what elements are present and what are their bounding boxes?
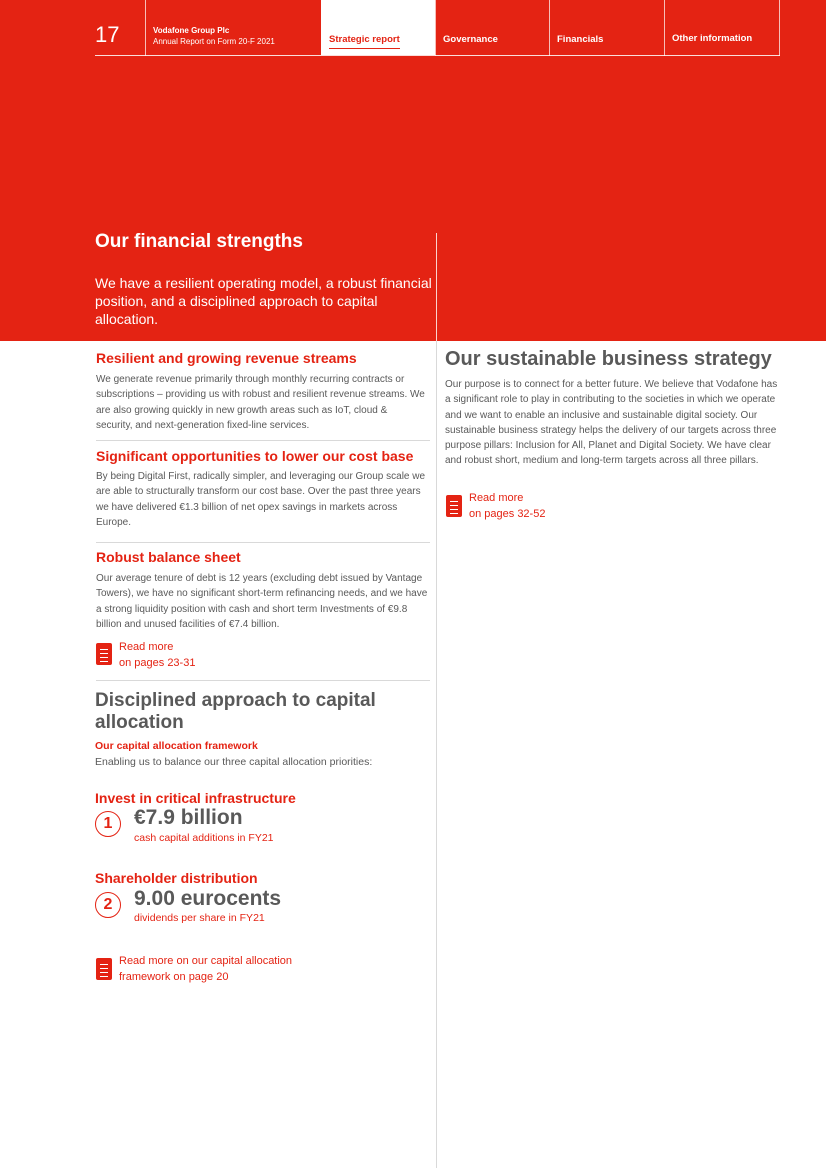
read-more-line2: framework on page 20	[119, 970, 229, 983]
read-more-line1: Read more on our capital allocation	[119, 955, 293, 967]
capital-allocation-title	[95, 690, 430, 734]
capital-title-line2: allocation	[95, 712, 184, 733]
framework-text: Enabling us to balance our three capital allocation priorities:	[95, 756, 373, 768]
framework-heading: Our capital allocation framework	[95, 740, 258, 752]
header-divider	[145, 0, 146, 56]
read-more-line1: Read more	[469, 492, 524, 504]
document-icon	[96, 643, 112, 665]
hero-text: We have a resilient operating model, a robust financial position, and a disciplined approach to capital allocation.	[95, 275, 432, 327]
read-more-link[interactable]	[119, 954, 292, 985]
priority-heading-2: Shareholder distribution	[95, 870, 258, 886]
priority-number-2: 2	[95, 892, 121, 918]
header-divider	[779, 0, 780, 56]
section-heading-cost-base: Significant opportunities to lower our cost base	[96, 448, 414, 464]
report-subtitle: Annual Report on Form 20-F 2021	[153, 37, 275, 46]
section-body-balance-sheet: Our average tenure of debt is 12 years (excluding debt issued by Vantage Towers), we have no significant short-term refinancing needs, and we have a strong liquidity position with cash and short term Investments of €9.8 billion and unused facilities of €7.4 billion.	[96, 573, 428, 630]
hero-divider	[436, 233, 437, 341]
tab-label: Governance	[443, 34, 498, 45]
section-heading-balance-sheet: Robust balance sheet	[96, 549, 241, 565]
tab-other-information[interactable]	[664, 0, 778, 55]
document-icon	[446, 495, 462, 517]
read-more-link[interactable]	[469, 491, 545, 522]
priority-value-2: 9.00 eurocents	[134, 887, 282, 910]
section-heading-revenue: Resilient and growing revenue streams	[96, 350, 357, 366]
sustainable-strategy-body: Our purpose is to connect for a better future. We believe that Vodafone has a significant role to play in contributing to the societies in which we operate and we want to enable an inclusive and sustainable digital society. Our sustainable business strategy helps the delivery of our targets across three purpose pillars: Inclusion for All, Planet and Digital Society. We have clear and robust short, medium and long-term targets across all three pillars.	[445, 379, 778, 467]
priority-caption-2: dividends per share in FY21	[134, 912, 265, 924]
tab-governance[interactable]	[435, 0, 549, 55]
section-body-revenue: We generate revenue primarily through monthly recurring contracts or subscriptions – providing us with robust and resilient revenue streams. We are also growing quickly in new growth areas such as IoT, cloud & security, and next-generation fixed-line services.	[96, 374, 425, 431]
priority-caption-1: cash capital additions in FY21	[134, 832, 274, 844]
section-divider	[96, 680, 430, 681]
company-name: Vodafone Group Plc	[153, 26, 230, 35]
read-more-line1: Read more	[119, 641, 174, 653]
section-body-cost-base: By being Digital First, radically simpler, and leveraging our Group scale we are able to structurally transform our cost base. Over the past three years we have delivered €1.3 billion of net opex savings in markets across Europe.	[96, 471, 426, 528]
section-divider	[96, 542, 430, 543]
read-more-line2: on pages 23-31	[119, 656, 196, 669]
page-number: 17	[95, 22, 120, 47]
column-divider	[436, 341, 437, 1168]
tab-label: Financials	[557, 34, 604, 45]
read-more-line2: on pages 32-52	[469, 507, 546, 520]
header-rule	[95, 55, 780, 56]
section-divider	[96, 440, 430, 441]
sustainable-strategy-title: Our sustainable business strategy	[445, 348, 772, 370]
document-icon	[96, 958, 112, 980]
capital-title-line1: Disciplined approach to capital	[95, 690, 376, 711]
tab-label: Other information	[672, 33, 753, 44]
tab-strategic-report[interactable]	[321, 0, 435, 55]
read-more-link[interactable]	[119, 640, 195, 671]
hero-title: Our financial strengths	[95, 231, 303, 252]
priority-heading-1: Invest in critical infrastructure	[95, 790, 296, 806]
tab-label: Strategic report	[329, 34, 400, 49]
priority-number-1: 1	[95, 811, 121, 837]
tab-financials[interactable]	[549, 0, 663, 55]
priority-value-1: €7.9 billion	[134, 806, 243, 829]
